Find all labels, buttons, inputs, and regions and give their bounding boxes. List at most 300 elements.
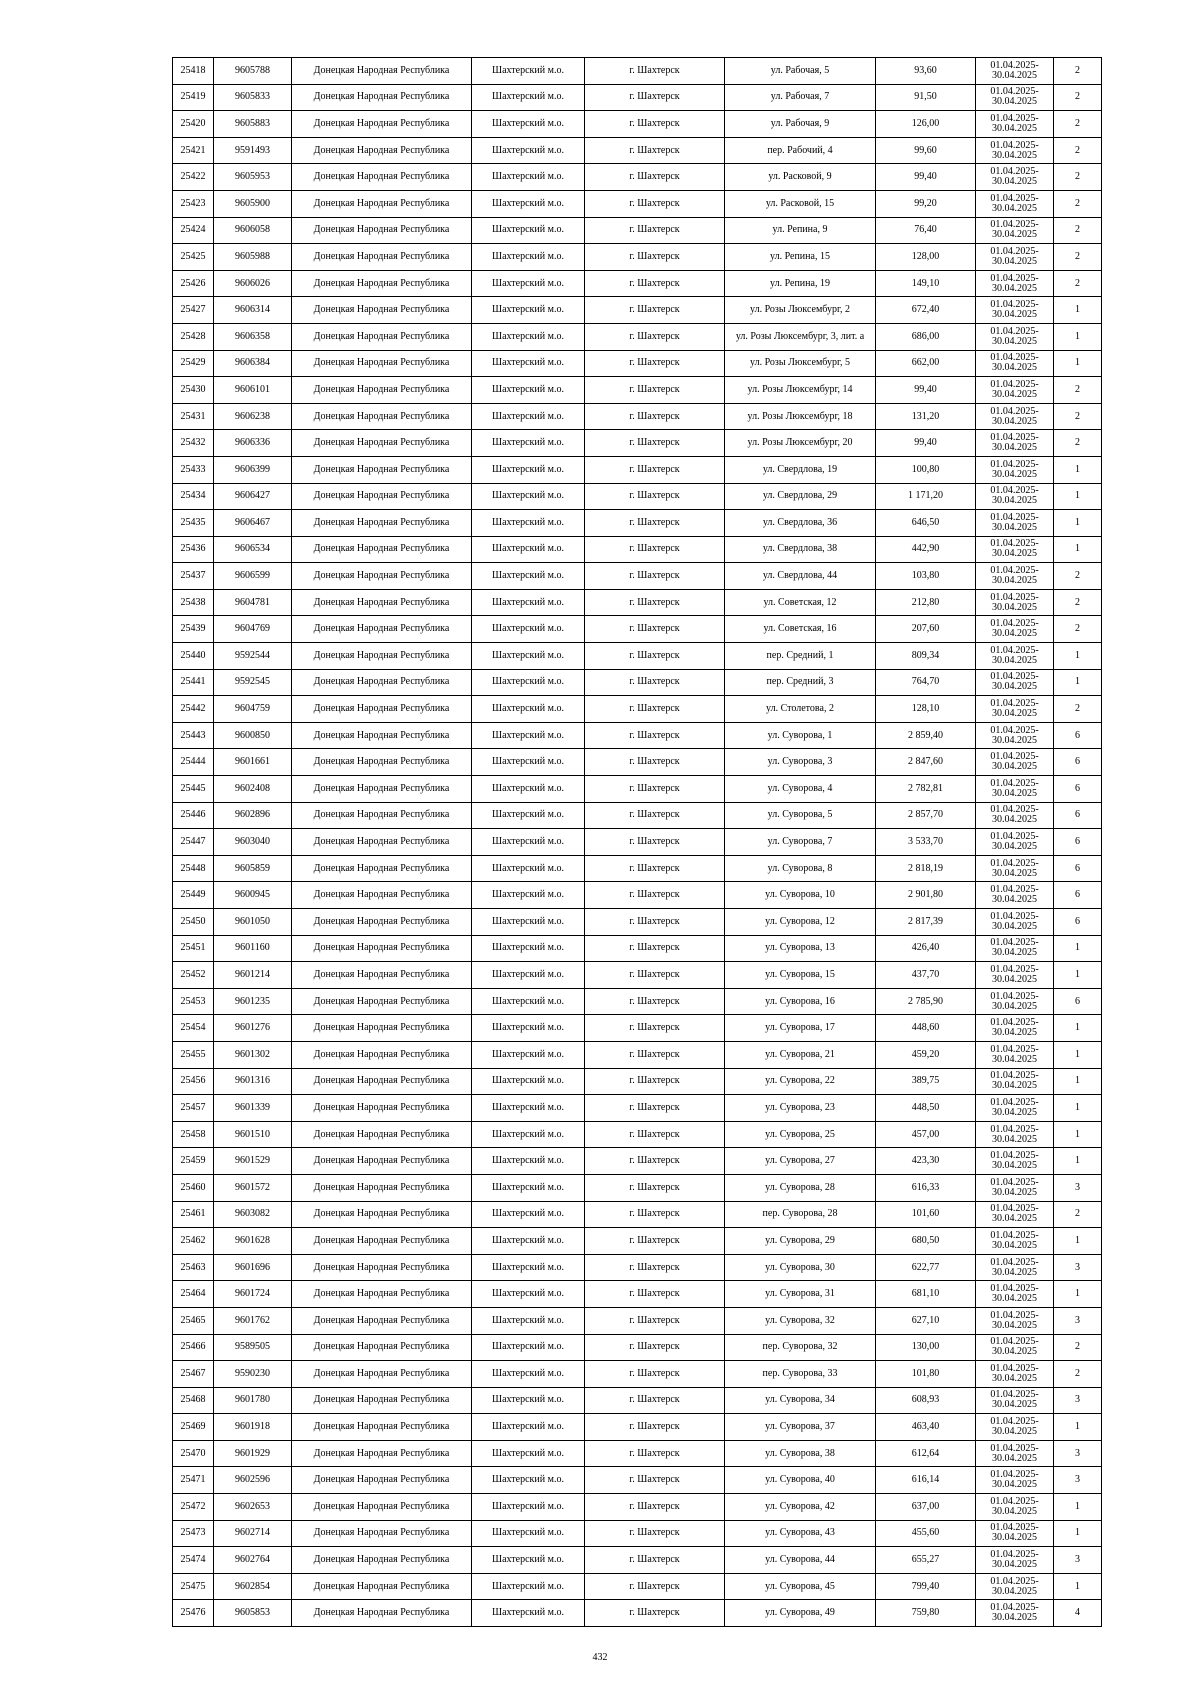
address-cell: ул. Расковой, 15: [725, 190, 876, 217]
period-cell: [976, 696, 1054, 723]
period-cell: [976, 1307, 1054, 1334]
row-number-cell: 25449: [173, 882, 214, 909]
period-end: 30.04.2025: [992, 1027, 1037, 1039]
period-cell: [976, 1095, 1054, 1122]
area-cell: 646,50: [876, 510, 976, 537]
count-cell: 2: [1054, 403, 1102, 430]
row-number-cell: 25421: [173, 137, 214, 164]
object-id-cell: 9601160: [214, 935, 292, 962]
table-row: [173, 377, 1102, 404]
count-cell: 2: [1054, 58, 1102, 85]
city-cell: г. Шахтерск: [585, 1600, 725, 1627]
table-row: [173, 829, 1102, 856]
region-cell: Донецкая Народная Республика: [292, 1520, 472, 1547]
address-cell: ул. Розы Люксембург, 14: [725, 377, 876, 404]
period-cell: [976, 84, 1054, 111]
period-start: 01.04.2025-: [990, 1283, 1039, 1295]
district-cell: Шахтерский м.о.: [472, 323, 585, 350]
city-cell: г. Шахтерск: [585, 111, 725, 138]
area-cell: 759,80: [876, 1600, 976, 1627]
address-cell: ул. Розы Люксембург, 5: [725, 350, 876, 377]
address-cell: ул. Расковой, 9: [725, 164, 876, 191]
object-id-cell: 9590230: [214, 1361, 292, 1388]
table-row: [173, 536, 1102, 563]
address-cell: ул. Розы Люксембург, 2: [725, 297, 876, 324]
row-number-cell: 25433: [173, 456, 214, 483]
address-cell: ул. Розы Люксембург, 20: [725, 430, 876, 457]
address-cell: ул. Советская, 12: [725, 589, 876, 616]
object-id-cell: 9606058: [214, 217, 292, 244]
object-id-cell: 9606101: [214, 377, 292, 404]
area-cell: 455,60: [876, 1520, 976, 1547]
object-id-cell: 9603040: [214, 829, 292, 856]
table-row: [173, 1573, 1102, 1600]
count-cell: 2: [1054, 377, 1102, 404]
row-number-cell: 25437: [173, 563, 214, 590]
address-cell: пер. Суворова, 28: [725, 1201, 876, 1228]
period-end: 30.04.2025: [992, 1372, 1037, 1384]
row-number-cell: 25443: [173, 722, 214, 749]
table-row: [173, 776, 1102, 803]
address-cell: ул. Суворова, 8: [725, 855, 876, 882]
area-cell: 99,20: [876, 190, 976, 217]
district-cell: Шахтерский м.о.: [472, 137, 585, 164]
district-cell: Шахтерский м.о.: [472, 1068, 585, 1095]
row-number-cell: 25455: [173, 1041, 214, 1068]
city-cell: г. Шахтерск: [585, 1494, 725, 1521]
table-row: [173, 164, 1102, 191]
period-cell: [976, 1015, 1054, 1042]
region-cell: Донецкая Народная Республика: [292, 1494, 472, 1521]
count-cell: 6: [1054, 882, 1102, 909]
row-number-cell: 25471: [173, 1467, 214, 1494]
row-number-cell: 25453: [173, 988, 214, 1015]
district-cell: Шахтерский м.о.: [472, 935, 585, 962]
period-start: 01.04.2025-: [990, 1123, 1039, 1135]
object-id-cell: 9606314: [214, 297, 292, 324]
region-cell: Донецкая Народная Республика: [292, 297, 472, 324]
district-cell: Шахтерский м.о.: [472, 1015, 585, 1042]
table-row: [173, 696, 1102, 723]
district-cell: Шахтерский м.о.: [472, 1600, 585, 1627]
count-cell: 2: [1054, 589, 1102, 616]
table-row: [173, 270, 1102, 297]
row-number-cell: 25427: [173, 297, 214, 324]
row-number-cell: 25464: [173, 1281, 214, 1308]
period-start: 01.04.2025-: [990, 166, 1039, 178]
table-row: [173, 1068, 1102, 1095]
address-cell: ул. Суворова, 30: [725, 1254, 876, 1281]
count-cell: 3: [1054, 1254, 1102, 1281]
row-number-cell: 25418: [173, 58, 214, 85]
object-id-cell: 9601572: [214, 1174, 292, 1201]
table-row: [173, 855, 1102, 882]
period-cell: [976, 1387, 1054, 1414]
period-cell: [976, 1041, 1054, 1068]
address-cell: ул. Рабочая, 7: [725, 84, 876, 111]
table-row: [173, 988, 1102, 1015]
city-cell: г. Шахтерск: [585, 536, 725, 563]
row-number-cell: 25452: [173, 962, 214, 989]
row-number-cell: 25474: [173, 1547, 214, 1574]
row-number-cell: 25436: [173, 536, 214, 563]
period-start: 01.04.2025-: [990, 86, 1039, 98]
period-cell: [976, 616, 1054, 643]
region-cell: Донецкая Народная Республика: [292, 483, 472, 510]
count-cell: 1: [1054, 669, 1102, 696]
area-cell: 128,00: [876, 244, 976, 271]
table-row: [173, 802, 1102, 829]
area-cell: 2 847,60: [876, 749, 976, 776]
area-cell: 616,33: [876, 1174, 976, 1201]
row-number-cell: 25460: [173, 1174, 214, 1201]
period-end: 30.04.2025: [992, 1213, 1037, 1225]
row-number-cell: 25470: [173, 1440, 214, 1467]
address-cell: ул. Суворова, 13: [725, 935, 876, 962]
table-row: [173, 1547, 1102, 1574]
period-start: 01.04.2025-: [990, 937, 1039, 949]
count-cell: 6: [1054, 749, 1102, 776]
period-cell: [976, 1174, 1054, 1201]
area-cell: 612,64: [876, 1440, 976, 1467]
period-cell: [976, 483, 1054, 510]
city-cell: г. Шахтерск: [585, 190, 725, 217]
period-start: 01.04.2025-: [990, 458, 1039, 470]
row-number-cell: 25473: [173, 1520, 214, 1547]
address-cell: ул. Суворова, 3: [725, 749, 876, 776]
address-cell: ул. Суворова, 38: [725, 1440, 876, 1467]
table-row: [173, 1254, 1102, 1281]
district-cell: Шахтерский м.о.: [472, 456, 585, 483]
count-cell: 3: [1054, 1307, 1102, 1334]
table-row: [173, 882, 1102, 909]
object-id-cell: 9604759: [214, 696, 292, 723]
count-cell: 1: [1054, 1068, 1102, 1095]
table-row: [173, 962, 1102, 989]
count-cell: 2: [1054, 430, 1102, 457]
city-cell: г. Шахтерск: [585, 1520, 725, 1547]
period-start: 01.04.2025-: [990, 1416, 1039, 1428]
period-end: 30.04.2025: [992, 1532, 1037, 1544]
district-cell: Шахтерский м.о.: [472, 1307, 585, 1334]
period-cell: [976, 190, 1054, 217]
period-start: 01.04.2025-: [990, 219, 1039, 231]
period-cell: [976, 563, 1054, 590]
table-row: [173, 1387, 1102, 1414]
district-cell: Шахтерский м.о.: [472, 1281, 585, 1308]
period-cell: [976, 137, 1054, 164]
count-cell: 2: [1054, 616, 1102, 643]
address-cell: ул. Суворова, 15: [725, 962, 876, 989]
period-start: 01.04.2025-: [990, 1362, 1039, 1374]
row-number-cell: 25450: [173, 909, 214, 936]
district-cell: Шахтерский м.о.: [472, 1148, 585, 1175]
region-cell: Донецкая Народная Республика: [292, 510, 472, 537]
region-cell: Донецкая Народная Республика: [292, 988, 472, 1015]
city-cell: г. Шахтерск: [585, 1174, 725, 1201]
area-cell: 809,34: [876, 643, 976, 670]
row-number-cell: 25466: [173, 1334, 214, 1361]
period-end: 30.04.2025: [992, 601, 1037, 613]
district-cell: Шахтерский м.о.: [472, 270, 585, 297]
table-row: [173, 137, 1102, 164]
city-cell: г. Шахтерск: [585, 350, 725, 377]
period-end: 30.04.2025: [992, 229, 1037, 241]
period-end: 30.04.2025: [992, 787, 1037, 799]
object-id-cell: 9601628: [214, 1228, 292, 1255]
city-cell: г. Шахтерск: [585, 1440, 725, 1467]
row-number-cell: 25442: [173, 696, 214, 723]
region-cell: Донецкая Народная Республика: [292, 456, 472, 483]
period-start: 01.04.2025-: [990, 671, 1039, 683]
city-cell: г. Шахтерск: [585, 403, 725, 430]
region-cell: Донецкая Народная Республика: [292, 323, 472, 350]
area-cell: 101,60: [876, 1201, 976, 1228]
region-cell: Донецкая Народная Республика: [292, 430, 472, 457]
count-cell: 1: [1054, 536, 1102, 563]
region-cell: Донецкая Народная Республика: [292, 1440, 472, 1467]
table-row: [173, 1361, 1102, 1388]
count-cell: 1: [1054, 962, 1102, 989]
count-cell: 2: [1054, 270, 1102, 297]
city-cell: г. Шахтерск: [585, 1228, 725, 1255]
count-cell: 2: [1054, 190, 1102, 217]
region-cell: Донецкая Народная Республика: [292, 1307, 472, 1334]
district-cell: Шахтерский м.о.: [472, 1494, 585, 1521]
period-start: 01.04.2025-: [990, 1469, 1039, 1481]
object-id-cell: 9605853: [214, 1600, 292, 1627]
city-cell: г. Шахтерск: [585, 988, 725, 1015]
table-row: [173, 456, 1102, 483]
count-cell: 1: [1054, 1228, 1102, 1255]
period-end: 30.04.2025: [992, 947, 1037, 959]
area-cell: 655,27: [876, 1547, 976, 1574]
area-cell: 672,40: [876, 297, 976, 324]
area-cell: 637,00: [876, 1494, 976, 1521]
city-cell: г. Шахтерск: [585, 829, 725, 856]
district-cell: Шахтерский м.о.: [472, 510, 585, 537]
row-number-cell: 25459: [173, 1148, 214, 1175]
address-cell: ул. Суворова, 31: [725, 1281, 876, 1308]
region-cell: Донецкая Народная Республика: [292, 1121, 472, 1148]
city-cell: г. Шахтерск: [585, 1334, 725, 1361]
region-cell: Донецкая Народная Республика: [292, 1228, 472, 1255]
object-id-cell: 9606599: [214, 563, 292, 590]
count-cell: 1: [1054, 350, 1102, 377]
object-id-cell: 9592545: [214, 669, 292, 696]
city-cell: г. Шахтерск: [585, 58, 725, 85]
object-id-cell: 9589505: [214, 1334, 292, 1361]
area-cell: 448,50: [876, 1095, 976, 1122]
district-cell: Шахтерский м.о.: [472, 350, 585, 377]
period-end: 30.04.2025: [992, 255, 1037, 267]
address-cell: ул. Суворова, 27: [725, 1148, 876, 1175]
city-cell: г. Шахтерск: [585, 1361, 725, 1388]
address-cell: ул. Суворова, 4: [725, 776, 876, 803]
period-end: 30.04.2025: [992, 708, 1037, 720]
period-cell: [976, 350, 1054, 377]
object-id-cell: 9600850: [214, 722, 292, 749]
area-cell: 448,60: [876, 1015, 976, 1042]
period-end: 30.04.2025: [992, 548, 1037, 560]
address-cell: ул. Суворова, 34: [725, 1387, 876, 1414]
period-end: 30.04.2025: [992, 1133, 1037, 1145]
area-cell: 2 818,19: [876, 855, 976, 882]
region-cell: Донецкая Народная Республика: [292, 244, 472, 271]
address-cell: ул. Розы Люксембург, 3, лит. а: [725, 323, 876, 350]
count-cell: 1: [1054, 935, 1102, 962]
period-start: 01.04.2025-: [990, 1309, 1039, 1321]
object-id-cell: 9605788: [214, 58, 292, 85]
count-cell: 2: [1054, 1201, 1102, 1228]
row-number-cell: 25419: [173, 84, 214, 111]
address-cell: ул. Рабочая, 5: [725, 58, 876, 85]
district-cell: Шахтерский м.о.: [472, 696, 585, 723]
period-start: 01.04.2025-: [990, 538, 1039, 550]
area-cell: 2 785,90: [876, 988, 976, 1015]
table-row: [173, 1228, 1102, 1255]
period-start: 01.04.2025-: [990, 272, 1039, 284]
area-cell: 662,00: [876, 350, 976, 377]
count-cell: 2: [1054, 137, 1102, 164]
table-row: [173, 350, 1102, 377]
count-cell: 2: [1054, 111, 1102, 138]
city-cell: г. Шахтерск: [585, 669, 725, 696]
area-cell: 389,75: [876, 1068, 976, 1095]
city-cell: г. Шахтерск: [585, 1015, 725, 1042]
district-cell: Шахтерский м.о.: [472, 988, 585, 1015]
object-id-cell: 9606399: [214, 456, 292, 483]
area-cell: 459,20: [876, 1041, 976, 1068]
row-number-cell: 25423: [173, 190, 214, 217]
count-cell: 1: [1054, 483, 1102, 510]
city-cell: г. Шахтерск: [585, 1041, 725, 1068]
table-row: [173, 403, 1102, 430]
city-cell: г. Шахтерск: [585, 297, 725, 324]
district-cell: Шахтерский м.о.: [472, 58, 585, 85]
area-cell: 99,40: [876, 430, 976, 457]
property-table: [172, 57, 1102, 1627]
count-cell: 2: [1054, 1334, 1102, 1361]
period-cell: [976, 1414, 1054, 1441]
district-cell: Шахтерский м.о.: [472, 962, 585, 989]
period-start: 01.04.2025-: [990, 1070, 1039, 1082]
city-cell: г. Шахтерск: [585, 643, 725, 670]
city-cell: г. Шахтерск: [585, 909, 725, 936]
period-end: 30.04.2025: [992, 734, 1037, 746]
row-number-cell: 25445: [173, 776, 214, 803]
address-cell: ул. Суворова, 45: [725, 1573, 876, 1600]
period-end: 30.04.2025: [992, 442, 1037, 454]
object-id-cell: 9605883: [214, 111, 292, 138]
region-cell: Донецкая Народная Республика: [292, 1414, 472, 1441]
period-start: 01.04.2025-: [990, 644, 1039, 656]
address-cell: ул. Суворова, 25: [725, 1121, 876, 1148]
district-cell: Шахтерский м.о.: [472, 669, 585, 696]
period-cell: [976, 1573, 1054, 1600]
table-row: [173, 297, 1102, 324]
address-cell: ул. Суворова, 43: [725, 1520, 876, 1547]
region-cell: Донецкая Народная Республика: [292, 1148, 472, 1175]
region-cell: Донецкая Народная Республика: [292, 1041, 472, 1068]
district-cell: Шахтерский м.о.: [472, 1573, 585, 1600]
city-cell: г. Шахтерск: [585, 1573, 725, 1600]
object-id-cell: 9601696: [214, 1254, 292, 1281]
city-cell: г. Шахтерск: [585, 563, 725, 590]
row-number-cell: 25438: [173, 589, 214, 616]
city-cell: г. Шахтерск: [585, 456, 725, 483]
period-start: 01.04.2025-: [990, 831, 1039, 843]
address-cell: ул. Свердлова, 36: [725, 510, 876, 537]
area-cell: 437,70: [876, 962, 976, 989]
area-cell: 426,40: [876, 935, 976, 962]
object-id-cell: 9602408: [214, 776, 292, 803]
period-cell: [976, 749, 1054, 776]
object-id-cell: 9601214: [214, 962, 292, 989]
row-number-cell: 25424: [173, 217, 214, 244]
count-cell: 2: [1054, 244, 1102, 271]
period-cell: [976, 217, 1054, 244]
period-cell: [976, 430, 1054, 457]
object-id-cell: 9601050: [214, 909, 292, 936]
period-cell: [976, 855, 1054, 882]
address-cell: ул. Свердлова, 44: [725, 563, 876, 590]
period-end: 30.04.2025: [992, 973, 1037, 985]
row-number-cell: 25462: [173, 1228, 214, 1255]
period-cell: [976, 1254, 1054, 1281]
region-cell: Донецкая Народная Республика: [292, 1334, 472, 1361]
table-row: [173, 669, 1102, 696]
table-row: [173, 1041, 1102, 1068]
area-cell: 764,70: [876, 669, 976, 696]
period-cell: [976, 962, 1054, 989]
area-cell: 627,10: [876, 1307, 976, 1334]
city-cell: г. Шахтерск: [585, 882, 725, 909]
address-cell: ул. Суворова, 12: [725, 909, 876, 936]
object-id-cell: 9601724: [214, 1281, 292, 1308]
area-cell: 463,40: [876, 1414, 976, 1441]
row-number-cell: 25472: [173, 1494, 214, 1521]
table-row: [173, 909, 1102, 936]
period-start: 01.04.2025-: [990, 432, 1039, 444]
region-cell: Донецкая Народная Республика: [292, 536, 472, 563]
row-number-cell: 25420: [173, 111, 214, 138]
district-cell: Шахтерский м.о.: [472, 829, 585, 856]
period-start: 01.04.2025-: [990, 245, 1039, 257]
district-cell: Шахтерский м.о.: [472, 563, 585, 590]
period-end: 30.04.2025: [992, 1106, 1037, 1118]
period-end: 30.04.2025: [992, 654, 1037, 666]
area-cell: 616,14: [876, 1467, 976, 1494]
period-cell: [976, 244, 1054, 271]
object-id-cell: 9601510: [214, 1121, 292, 1148]
period-end: 30.04.2025: [992, 1452, 1037, 1464]
count-cell: 1: [1054, 510, 1102, 537]
table-row: [173, 430, 1102, 457]
table-row: [173, 1467, 1102, 1494]
period-start: 01.04.2025-: [990, 591, 1039, 603]
period-cell: [976, 1228, 1054, 1255]
region-cell: Донецкая Народная Республика: [292, 749, 472, 776]
address-cell: ул. Свердлова, 19: [725, 456, 876, 483]
table-row: [173, 1307, 1102, 1334]
address-cell: ул. Репина, 19: [725, 270, 876, 297]
period-start: 01.04.2025-: [990, 1336, 1039, 1348]
table-row: [173, 1440, 1102, 1467]
period-start: 01.04.2025-: [990, 1150, 1039, 1162]
table-row: [173, 58, 1102, 85]
period-end: 30.04.2025: [992, 521, 1037, 533]
